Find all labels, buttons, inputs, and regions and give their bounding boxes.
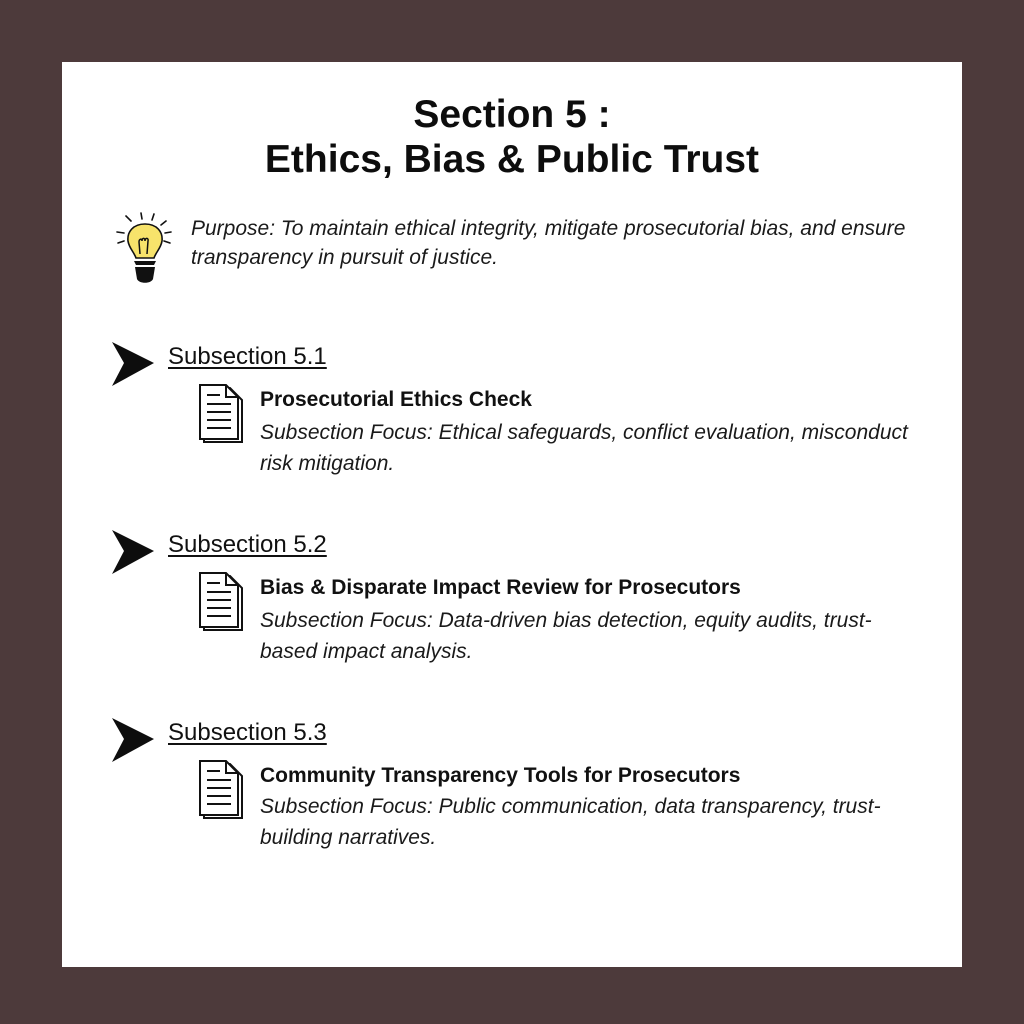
content-card — [62, 62, 962, 967]
arrow-icon — [112, 342, 154, 386]
arrow-icon — [112, 718, 154, 762]
purpose-text: Purpose: To maintain ethical integrity, mitigate prosecutorial bias, and ensure transparency in pursuit of justice. — [191, 217, 906, 269]
subsection-focus-5-3: Subsection Focus: Public communication, data transparency, trust-building narratives. — [260, 795, 881, 849]
subsection-title-5-2: Bias & Disparate Impact Review for Prosecutors — [260, 576, 741, 599]
title-line-1: Section 5 : — [413, 93, 611, 136]
lightbulb-icon — [114, 212, 180, 288]
document-icon — [198, 384, 246, 446]
subsection-heading-5-1[interactable]: Subsection 5.1 — [168, 343, 327, 370]
arrow-icon — [112, 530, 154, 574]
subsection-title-5-3: Community Transparency Tools for Prosecutors — [260, 764, 741, 787]
subsection-focus-5-2: Subsection Focus: Data-driven bias detection, equity audits, trust-based impact analysis. — [260, 609, 872, 663]
document-icon — [198, 760, 246, 822]
page-title — [62, 92, 962, 182]
title-line-2: Ethics, Bias & Public Trust — [264, 138, 760, 181]
subsection-title-5-1: Prosecutorial Ethics Check — [260, 388, 532, 411]
subsection-heading-5-2[interactable]: Subsection 5.2 — [168, 531, 327, 558]
subsection-heading-5-3[interactable]: Subsection 5.3 — [168, 719, 327, 746]
subsection-focus-5-1: Subsection Focus: Ethical safeguards, conflict evaluation, misconduct risk mitigation. — [260, 421, 908, 475]
document-icon — [198, 572, 246, 634]
